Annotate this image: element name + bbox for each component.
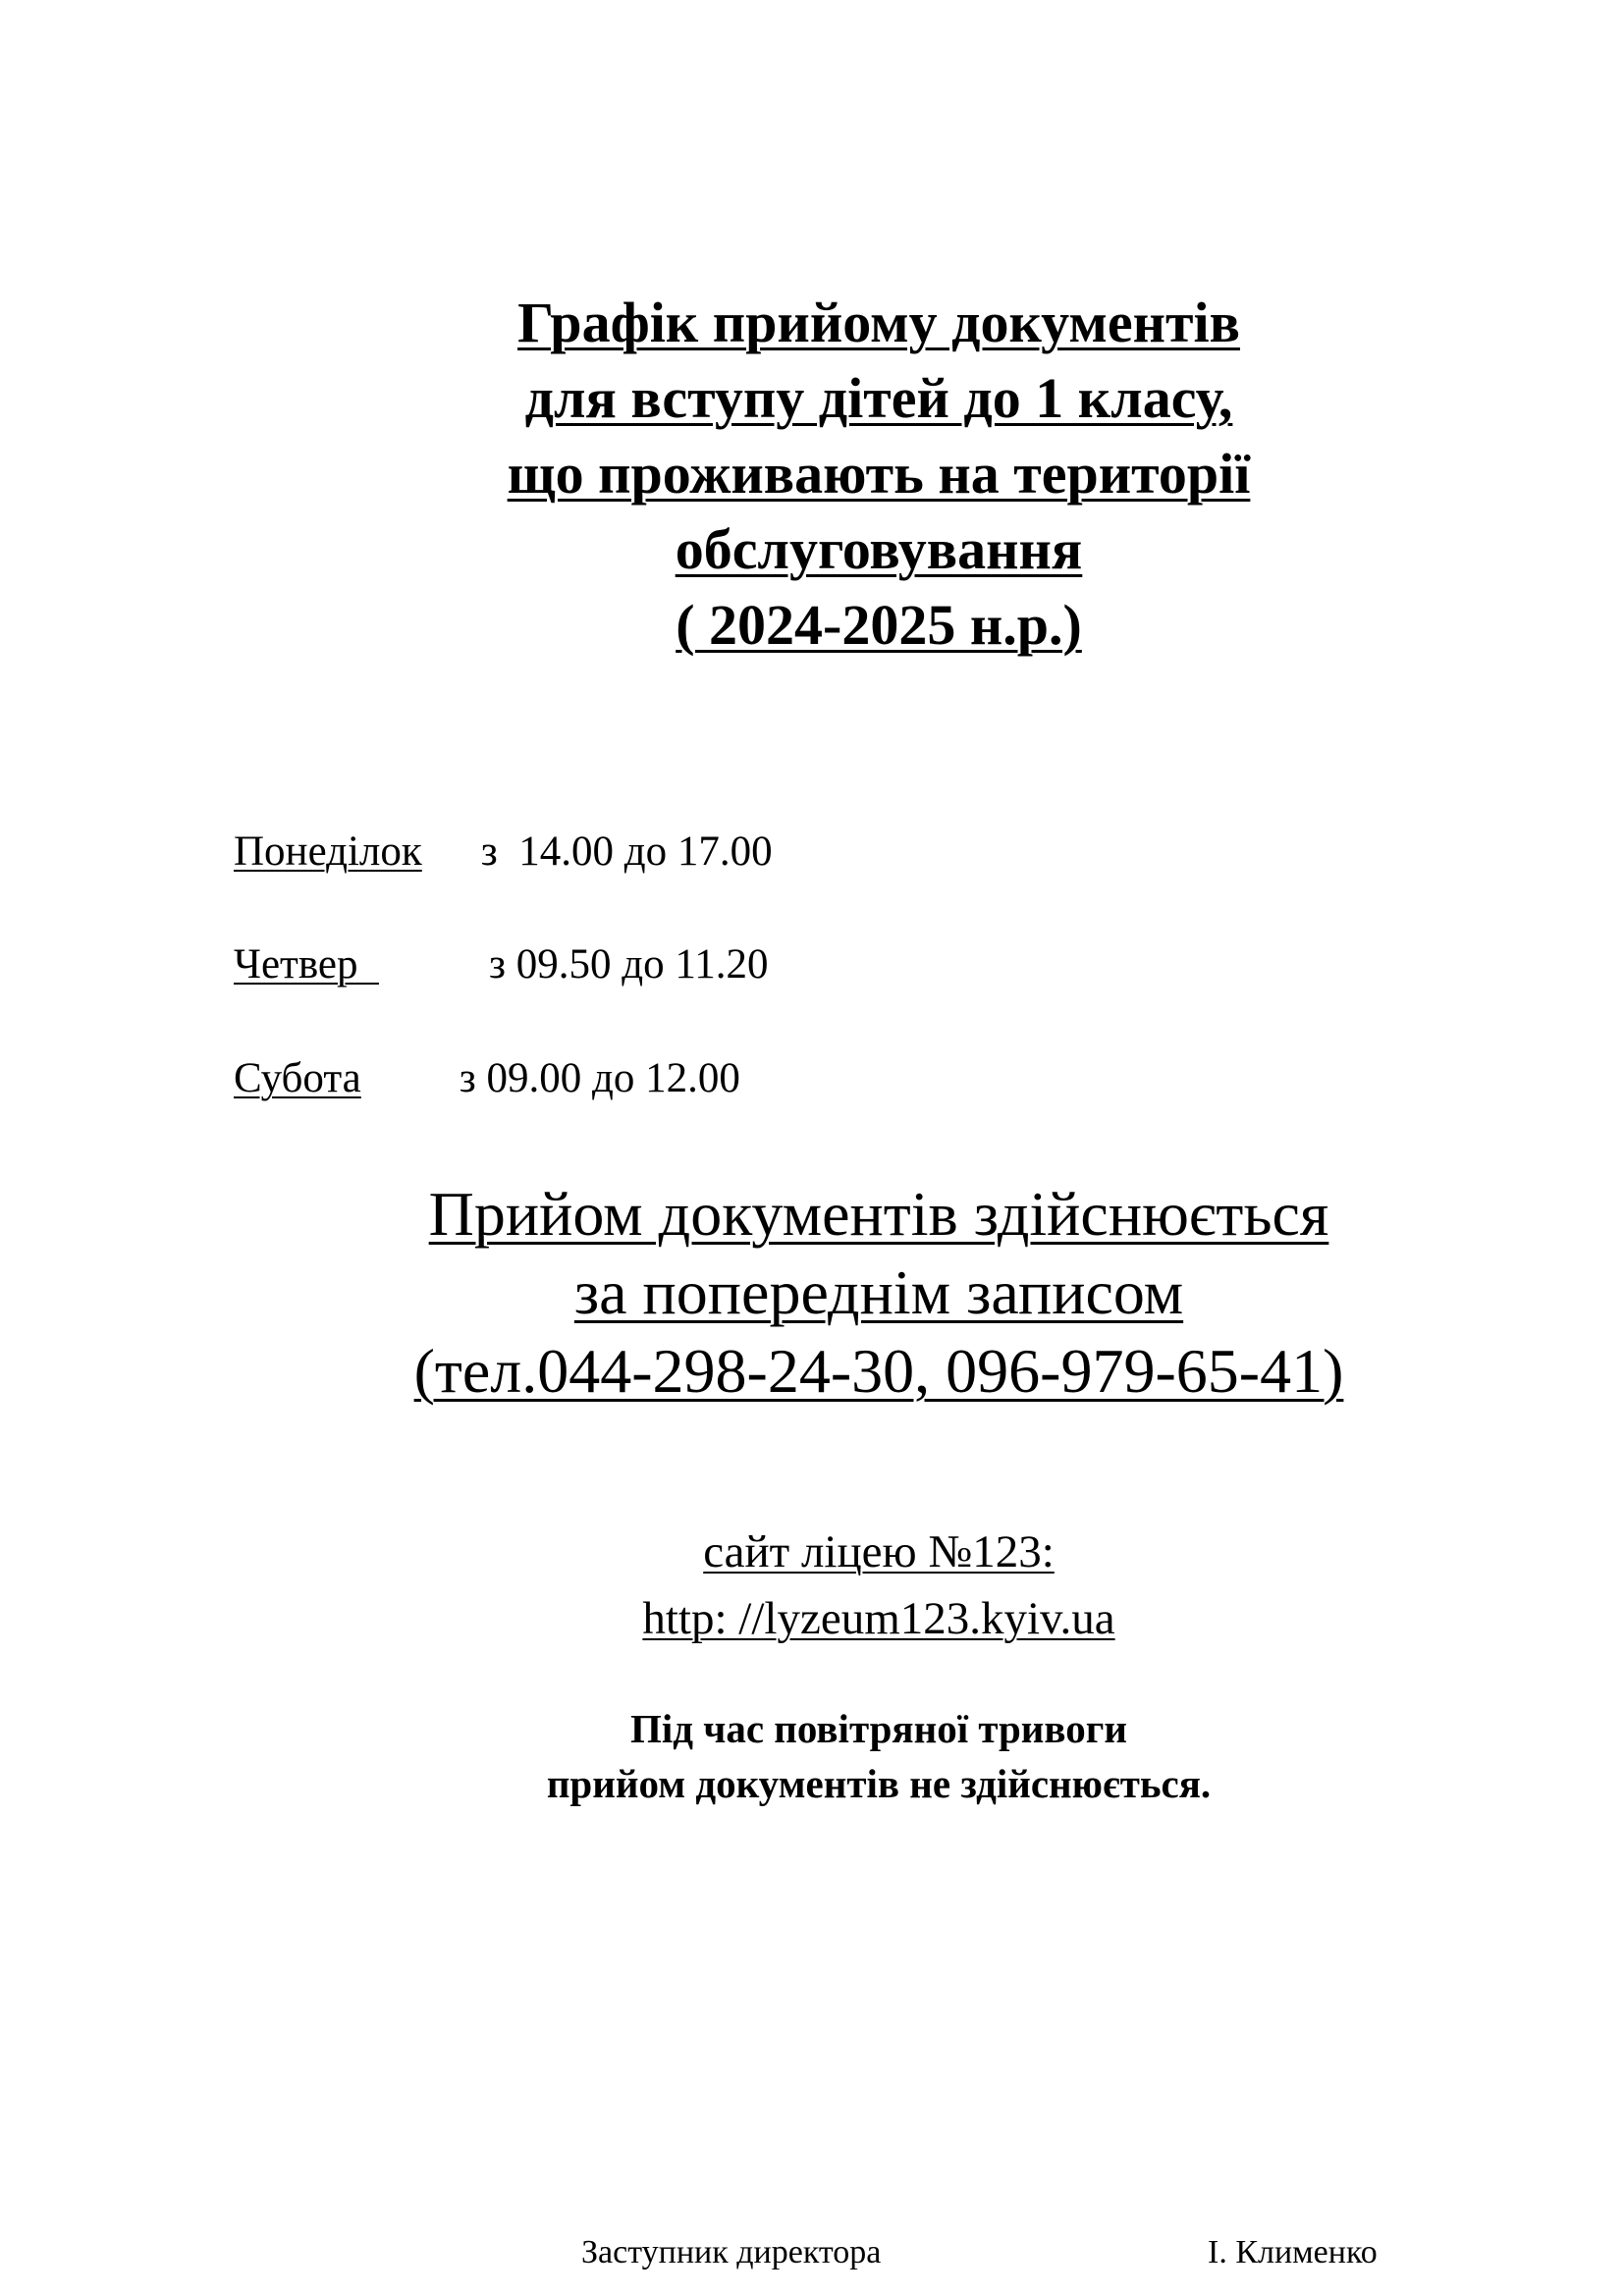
notice-line-1: Прийом документів здійснюється: [428, 1179, 1329, 1249]
title-line-5: ( 2024-2025 н.р.): [676, 593, 1082, 657]
site-label: сайт ліцею №123:: [703, 1526, 1055, 1577]
schedule-row-saturday: [234, 1053, 1216, 1104]
appointment-notice: [0, 1175, 1624, 1411]
title-line-2: для вступу дітей до 1 класу,: [524, 366, 1233, 430]
schedule-hours: з 14.00 до 17.00: [480, 828, 773, 875]
site-url-link[interactable]: http: //lyzeum123.kyiv.ua: [642, 1593, 1115, 1644]
schedule-row-monday: [234, 827, 1216, 878]
schedule-hours: з 09.00 до 12.00: [459, 1055, 740, 1101]
title-line-1: Графік прийому документів: [517, 291, 1240, 354]
schedule-day: Субота: [234, 1055, 361, 1101]
signature-name: І. Клименко: [1208, 2234, 1378, 2270]
air-alarm-notice: [0, 1701, 1624, 1811]
notice-line-2: за попереднім записом: [573, 1257, 1184, 1327]
document-title: [0, 285, 1624, 663]
alarm-line-2: прийом документів не здійснюється.: [546, 1761, 1212, 1806]
notice-phones: (тел.044-298-24-30, 096-979-65-41): [413, 1336, 1344, 1406]
schedule-hours: з 09.50 до 11.20: [488, 941, 769, 988]
title-line-4: обслуговування: [675, 517, 1083, 581]
title-line-3: що проживають на території: [507, 442, 1251, 506]
signature-role: Заступник директора: [581, 2234, 882, 2270]
schedule-row-thursday: [234, 939, 1216, 990]
school-website: [0, 1519, 1624, 1652]
alarm-line-1: Під час повітряної тривоги: [629, 1706, 1128, 1751]
schedule-day: Четвер: [234, 941, 379, 988]
schedule-day: Понеділок: [234, 828, 422, 875]
